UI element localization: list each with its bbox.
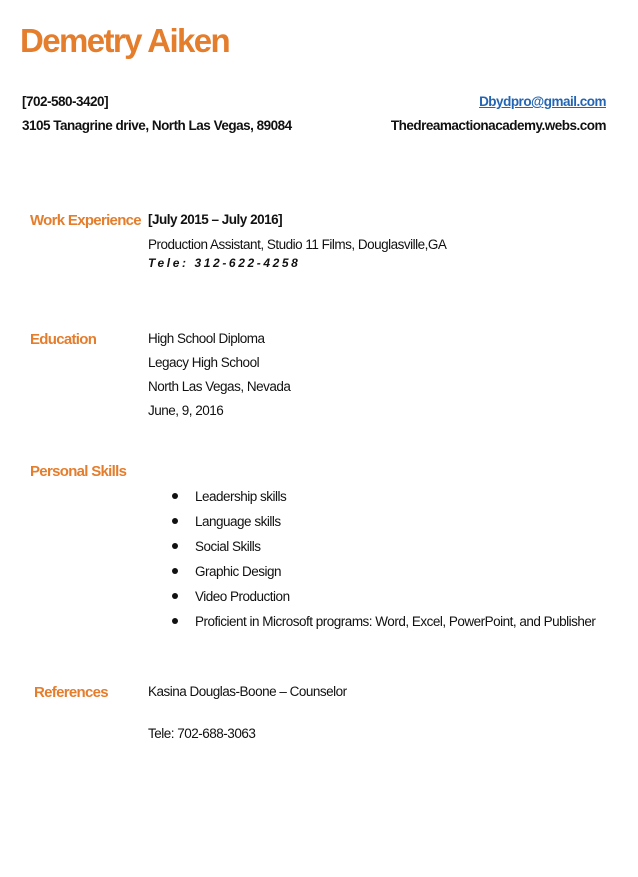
skill-label: Video Production	[195, 589, 290, 604]
work-telephone: Tele: 312-622-4258	[148, 256, 301, 270]
education-line: High School Diploma	[148, 331, 265, 346]
reference-contact: Kasina Douglas-Boone – Counselor	[148, 684, 347, 699]
skill-label: Graphic Design	[195, 564, 282, 579]
bullet-icon	[172, 543, 178, 549]
education-line: June, 9, 2016	[148, 403, 224, 418]
skill-label: Language skills	[195, 514, 281, 529]
home-address: 3105 Tanagrine drive, North Las Vegas, 89084	[22, 118, 292, 133]
reference-telephone: Tele: 702-688-3063	[148, 726, 256, 741]
education-line: Legacy High School	[148, 355, 260, 370]
list-item	[172, 534, 595, 559]
phone-number: [702-580-3420]	[22, 94, 109, 109]
list-item	[172, 484, 595, 509]
bullet-icon	[172, 618, 178, 624]
list-item	[172, 584, 595, 609]
skills-list	[172, 484, 595, 634]
skill-label: Leadership skills	[195, 489, 287, 504]
skill-label: Social Skills	[195, 539, 261, 554]
references-heading: References	[34, 684, 108, 701]
work-dates: [July 2015 – July 2016]	[148, 212, 283, 227]
bullet-icon	[172, 518, 178, 524]
list-item	[172, 609, 595, 634]
education-line: North Las Vegas, Nevada	[148, 379, 291, 394]
bullet-icon	[172, 493, 178, 499]
list-item	[172, 559, 595, 584]
work-experience-heading: Work Experience	[30, 212, 141, 229]
skill-label: Proficient in Microsoft programs: Word, Excel, PowerPoint, and Publisher	[195, 614, 596, 629]
education-heading: Education	[30, 331, 97, 348]
work-position: Production Assistant, Studio 11 Films, Douglasville,GA	[148, 237, 447, 252]
bullet-icon	[172, 568, 178, 574]
list-item	[172, 509, 595, 534]
website-text: Thedreamactionacademy.webs.com	[390, 118, 606, 133]
email-link[interactable]: Dbydpro@gmail.com	[479, 94, 606, 109]
candidate-name: Demetry Aiken	[20, 22, 230, 59]
bullet-icon	[172, 593, 178, 599]
personal-skills-heading: Personal Skills	[30, 463, 127, 480]
